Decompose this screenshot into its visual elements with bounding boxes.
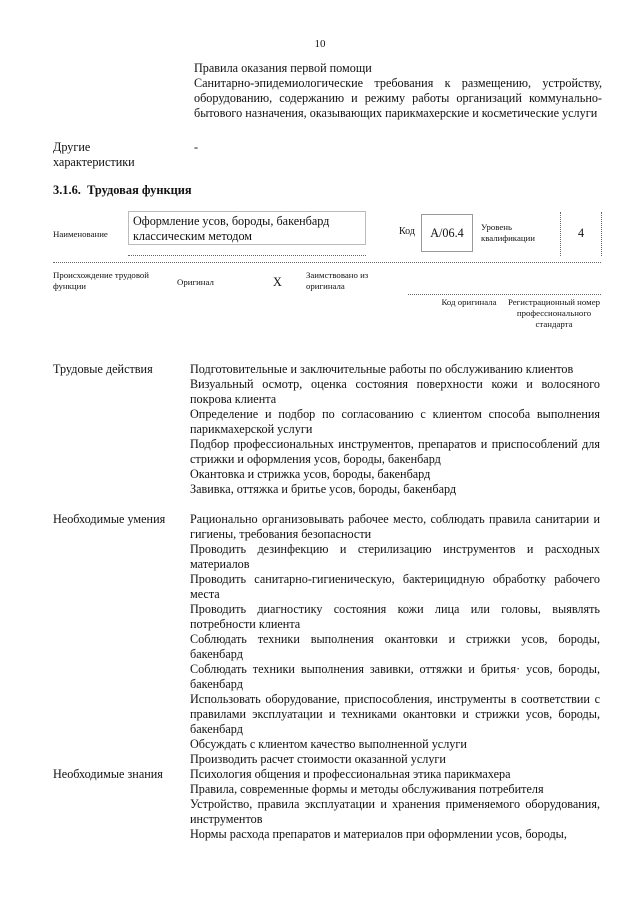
origin-label: Происхождение трудовой функции [53,270,150,291]
knowledge-label: Необходимые знания [53,767,163,781]
prev-knowledge-item: Правила оказания первой помощи [194,61,372,75]
name-label: Наименование [53,229,108,239]
function-name: Оформление усов, бороды, бакенбард классическим методом [133,214,330,243]
prev-knowledge-list [194,61,602,121]
knowledge-item: Нормы расхода препаратов и материалов при оформлении усов, бороды, [190,827,567,841]
action-item: Визуальный осмотр, оценка состояния поверхности кожи и волосяного покрова клиента [190,377,600,406]
code-label: Код [399,226,415,237]
origin-borrowed: Заимствовано из оригинала [306,270,369,291]
origin-reg-number: Регистрационный номер профессионального стандарта [507,297,600,329]
page-number: 10 [314,38,326,50]
action-item: Определение и подбор по согласованию с клиентом способа выполнения парикмахерской услуги [190,407,600,436]
skills-list [190,512,600,767]
skill-item: Проводить диагностику состояния кожи лица или головы, выявлять потребности клиента [190,602,600,631]
section-title: Трудовая функция [87,183,192,197]
skill-item: Соблюдать техники выполнения завивки, оттяжки и бритья· усов, бороды, бакенбард [190,662,600,691]
function-name-box [128,211,366,245]
section-number: 3.1.6. [53,183,81,197]
skill-item: Обсуждать с клиентом качество выполненной услуги [190,737,467,751]
level-value: 4 [577,226,585,240]
action-item: Окантовка и стрижка усов, бороды, бакенбард [190,467,431,481]
skill-item: Производить расчет стоимости оказанной услуги [190,752,446,766]
skill-item: Проводить дезинфекцию и стерилизацию инструментов и расходных материалов [190,542,600,571]
origin-mark: X [273,275,282,289]
skill-item: Использовать оборудование, приспособления, инструменты в соответствии с правилами эксплуатации и техниками окантовки и стрижки усов, бороды, бакенбард [190,692,600,736]
knowledge-item: Правила, современные формы и методы обслуживания потребителя [190,782,544,796]
skills-label: Необходимые умения [53,512,166,526]
skill-item: Соблюдать техники выполнения окантовки и стрижки усов, бороды, бакенбард [190,632,600,661]
divider [53,262,601,263]
other-characteristics-label: Другие характеристики [53,140,135,169]
section-heading [53,183,192,198]
actions-label: Трудовые действия [53,362,153,376]
divider [128,255,366,256]
action-item: Подбор профессиональных инструментов, препаратов и приспособлений для стрижки и оформления усов, бороды, бакенбард [190,437,600,466]
code-value: A/06.4 [421,214,473,252]
level-box [560,212,602,256]
skill-item: Рационально организовывать рабочее место, соблюдать правила санитарии и гигиены, требования безопасности [190,512,600,541]
prev-knowledge-item: Санитарно-эпидемиологические требования к размещению, устройству, оборудованию, содержанию и режиму работы организаций коммунально-бытового назначения, оказывающих парикмахерские и косметические услуги [194,76,602,120]
action-item: Подготовительные и заключительные работы по обслуживанию клиентов [190,362,574,376]
actions-list [190,362,600,497]
origin-original: Оригинал [177,277,214,287]
divider [408,294,601,295]
knowledge-list [190,767,600,842]
action-item: Завивка, оттяжка и бритье усов, бороды, бакенбард [190,482,457,496]
knowledge-item: Психология общения и профессиональная этика парикмахера [190,767,511,781]
origin-code: Код оригинала [441,297,497,307]
skill-item: Проводить санитарно-гигиеническую, бактерицидную обработку рабочего места [190,572,600,601]
other-characteristics-value: - [194,140,199,154]
level-label: Уровень квалификации [481,222,535,243]
knowledge-item: Устройство, правила эксплуатации и хранения применяемого оборудования, инструментов [190,797,600,826]
